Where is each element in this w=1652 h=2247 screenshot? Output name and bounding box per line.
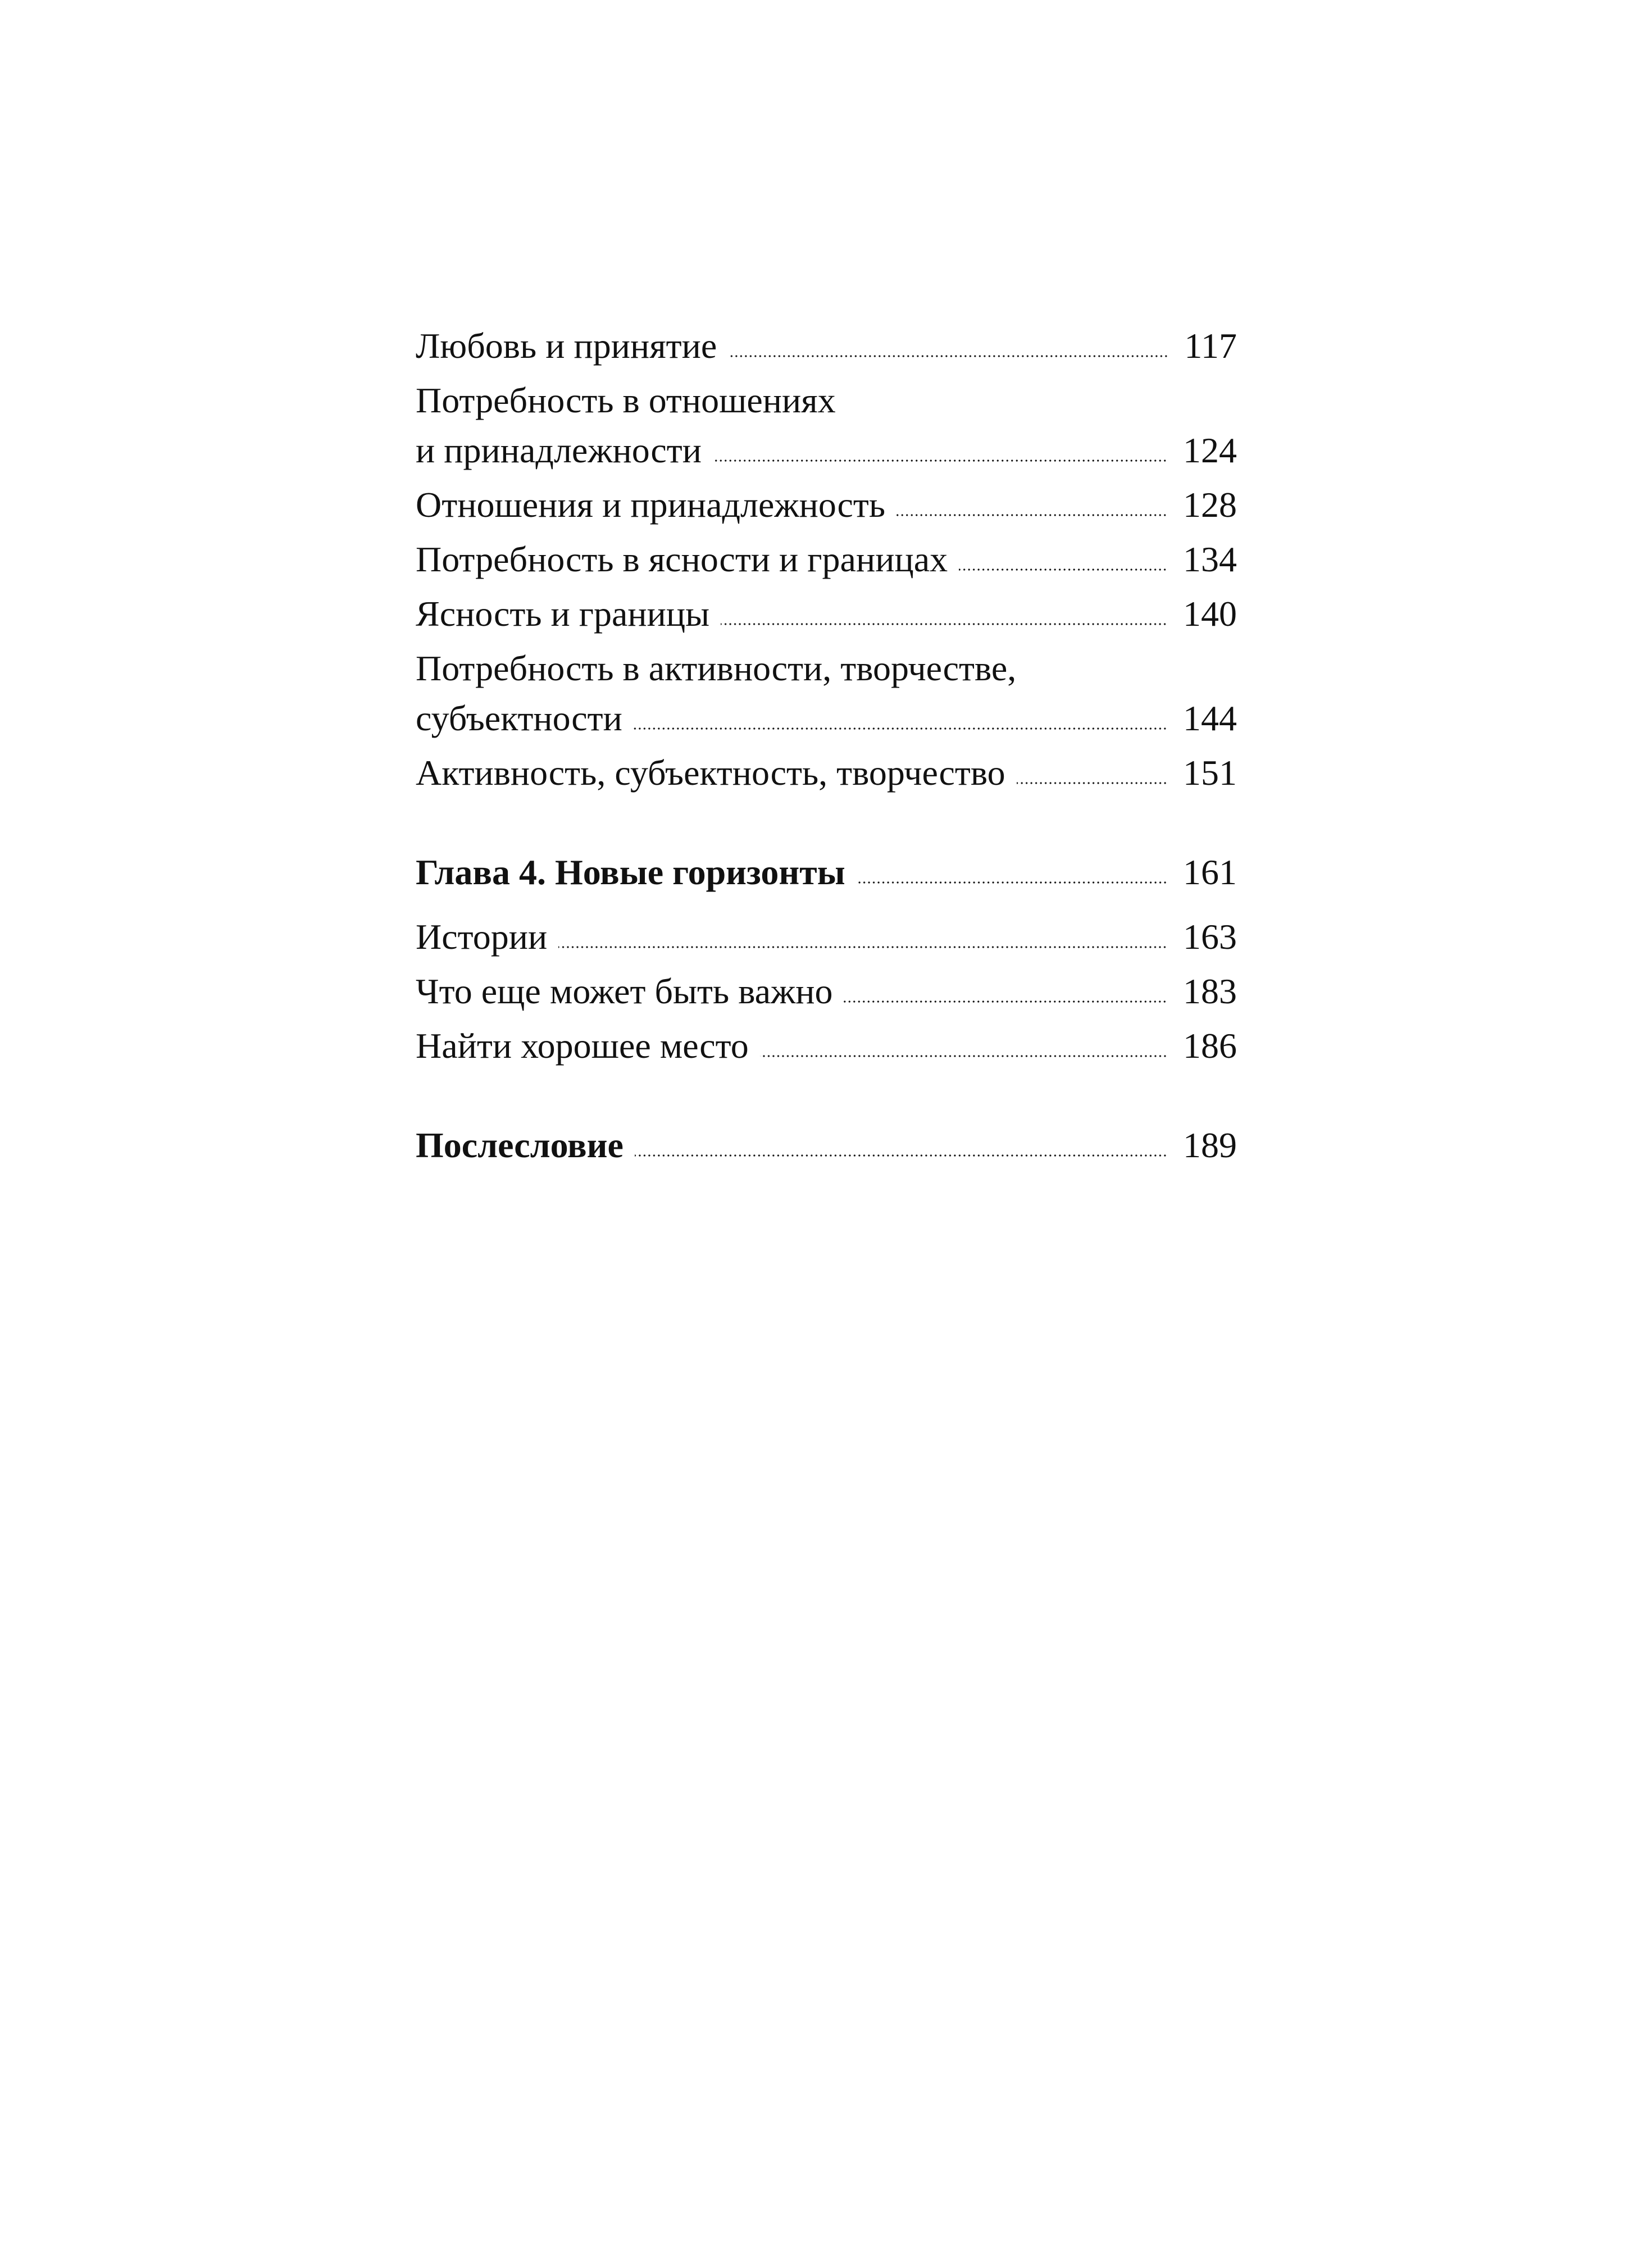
dot-leader [728,355,1168,357]
toc-line [416,375,1237,425]
dot-leader [1017,782,1167,784]
toc-entry-title: Ясность и границы [416,594,710,634]
dot-leader [857,881,1167,884]
dot-leader [634,727,1167,730]
toc-entry-find-good-place[interactable] [416,1021,1237,1071]
toc-entry-clarity-boundaries[interactable] [416,589,1237,639]
toc-entry-need-clarity-boundaries[interactable] [416,534,1237,584]
toc-entry-title: Потребность в ясности и границах [416,539,948,579]
dot-leader [721,623,1167,625]
toc-page-number: 186 [1183,1026,1237,1066]
toc-line [416,748,1237,798]
toc-afterword[interactable] [416,1120,1237,1170]
toc-entry-activity-subjectivity-creativity[interactable] [416,748,1237,798]
toc-line [416,1120,1237,1170]
dot-leader [558,946,1167,948]
toc-page-number: 183 [1183,971,1237,1011]
toc-entry-stories[interactable] [416,912,1237,962]
dot-leader [844,1000,1167,1003]
toc-entry-title: Что еще может быть важно [416,971,833,1011]
toc-page-number: 134 [1183,539,1237,579]
toc-entry-title: Истории [416,917,548,957]
toc-chapter-title: Глава 4. Новые горизонты [416,852,845,892]
toc-page-number: 144 [1183,698,1237,738]
toc-entry-title-continued: и принадлежности [416,430,702,470]
dot-leader [635,1154,1167,1157]
toc-page-number: 189 [1183,1125,1237,1165]
toc-entry-title: Потребность в отношениях [416,380,836,420]
dot-leader [959,568,1167,571]
dot-leader [896,514,1167,516]
toc-line [416,589,1237,639]
toc-line [416,643,1237,693]
toc-entry-title-continued: субъектности [416,698,622,738]
toc-chapter-4-new-horizons[interactable] [416,847,1237,897]
toc-page-number: 161 [1183,852,1237,892]
toc-page-number: 151 [1183,753,1237,793]
toc-entry-title: Отношения и принадлежность [416,485,885,525]
toc-page-number: 124 [1183,430,1237,470]
toc-entry-what-else-matters[interactable] [416,966,1237,1016]
toc-page-number: 128 [1183,485,1237,525]
toc-line [416,912,1237,962]
toc-line [416,534,1237,584]
toc-page-number: 140 [1183,594,1237,634]
toc-entry-love-acceptance[interactable] [416,321,1237,371]
toc-line [416,693,1237,743]
toc-line [416,480,1237,530]
dot-leader [713,460,1167,462]
toc-line [416,425,1237,475]
toc-page-number: 117 [1184,326,1237,366]
toc-entry-title: Любовь и принятие [416,326,717,366]
toc-entry-relationships-belonging[interactable] [416,480,1237,530]
toc-entry-title: Активность, субъектность, творчество [416,753,1005,793]
toc-page-number: 163 [1183,917,1237,957]
toc-chapter-title: Послесловие [416,1125,624,1165]
toc-entry-title: Потребность в активности, творчестве, [416,648,1017,688]
dot-leader [760,1055,1167,1057]
toc-line [416,1021,1237,1071]
toc-entry-need-relationships[interactable] [416,375,1237,475]
toc-entry-need-activity-creativity[interactable] [416,643,1237,743]
toc-entry-title: Найти хорошее место [416,1026,749,1066]
toc-line [416,847,1237,897]
toc-line [416,321,1237,371]
toc-line [416,966,1237,1016]
